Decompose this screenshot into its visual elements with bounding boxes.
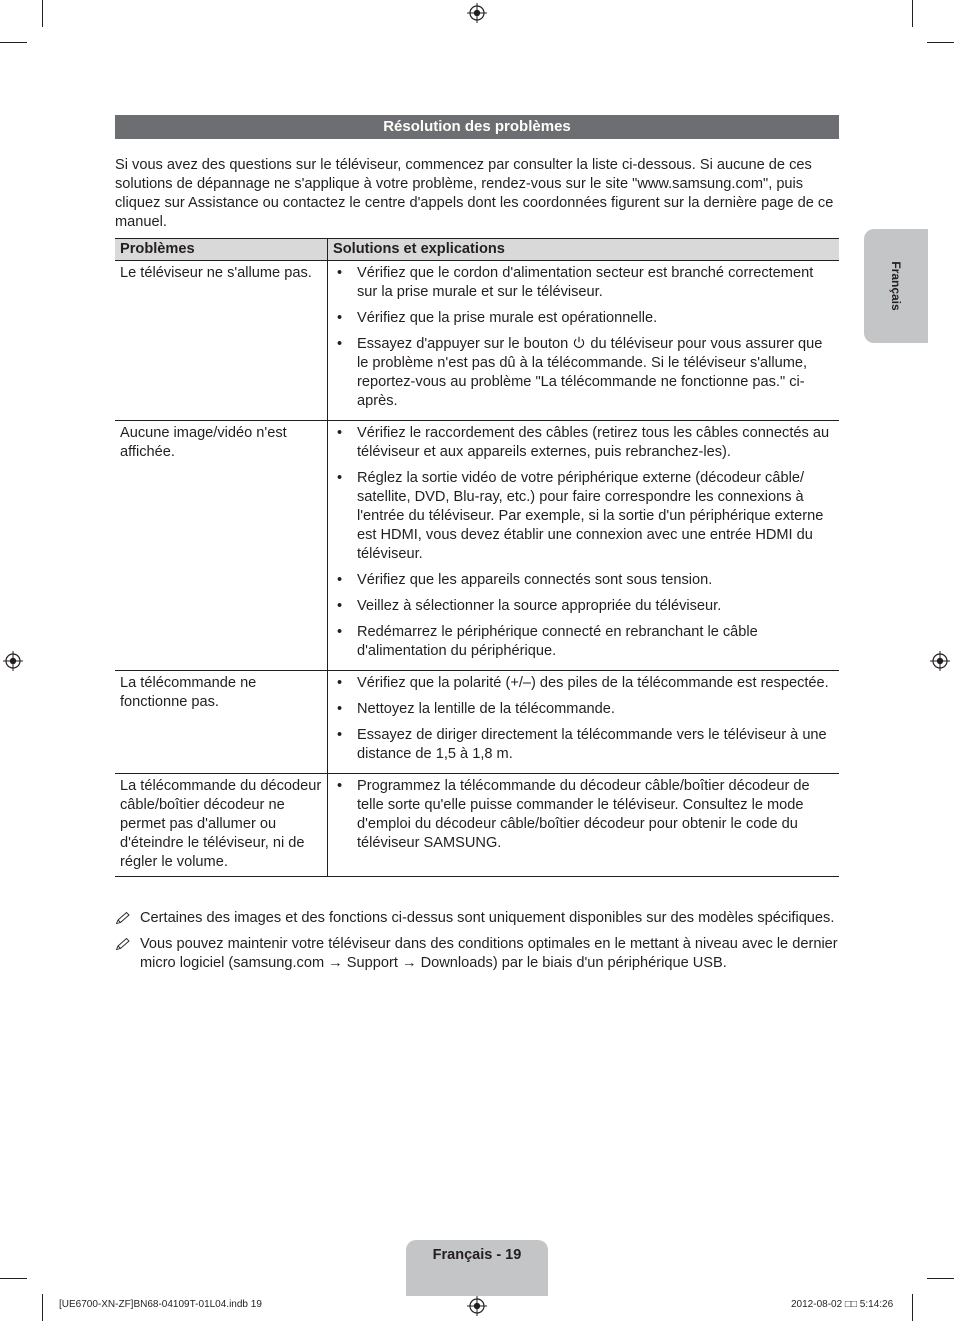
solution-list	[336, 777, 835, 853]
column-header-problems: Problèmes	[115, 239, 328, 261]
solution-item: • Programmez la télécommande du décodeur câble/boîtier décodeur de telle sorte qu'elle puisse commander le téléviseur. Consultez le mode d'emploi du décodeur câble/boîtier décodeur pour obtenir le code du téléviseur SAMSUNG.	[336, 777, 835, 853]
solutions-cell	[328, 671, 840, 774]
solution-item: • Vérifiez que le cordon d'alimentation secteur est branché correctement sur la prise murale et sur le téléviseur.	[336, 264, 835, 302]
troubleshooting-table	[115, 238, 839, 877]
section-title: Résolution des problèmes	[115, 115, 839, 139]
crop-mark	[927, 1278, 954, 1279]
problem-cell: Aucune image/vidéo n'est affichée.	[115, 421, 328, 671]
registration-mark-icon	[467, 1296, 487, 1316]
solutions-cell	[328, 261, 840, 421]
table-row	[115, 774, 839, 877]
crop-mark	[42, 1294, 43, 1321]
solution-list	[336, 264, 835, 411]
crop-mark	[42, 0, 43, 27]
note-item	[115, 935, 839, 973]
pencil-note-icon	[115, 911, 131, 925]
language-side-tab	[864, 229, 928, 343]
solution-item: • Essayez de diriger directement la télécommande vers le téléviseur à une distance de 1,5 à 1,8 m.	[336, 726, 835, 764]
column-header-solutions: Solutions et explications	[328, 239, 840, 261]
registration-mark-icon	[3, 651, 23, 671]
solutions-cell	[328, 421, 840, 671]
power-icon	[573, 336, 585, 349]
solutions-cell	[328, 774, 840, 877]
note-item	[115, 909, 839, 928]
solution-item: • Veillez à sélectionner la source appropriée du téléviseur.	[336, 597, 835, 616]
note-text: Vous pouvez maintenir votre téléviseur dans des conditions optimales en le mettant à niveau avec le dernier micro logiciel (samsung.com → Support → Downloads) par le biais d'un périphérique USB.	[140, 936, 838, 971]
solution-item: • Vérifiez que les appareils connectés sont sous tension.	[336, 571, 835, 590]
solution-item: • Vérifiez le raccordement des câbles (retirez tous les câbles connectés au téléviseur et aux appareils externes, puis rebranchez-les).	[336, 424, 835, 462]
solution-text: Essayez d'appuyer sur le bouton	[357, 336, 573, 352]
note-text: Certaines des images et des fonctions ci-dessus sont uniquement disponibles sur des modèles spécifiques.	[140, 910, 835, 926]
page-footer-tab	[406, 1240, 548, 1296]
crop-mark	[912, 1294, 913, 1321]
registration-mark-icon	[930, 651, 950, 671]
print-slug-left: [UE6700-XN-ZF]BN68-04109T-01L04.indb 19	[59, 1299, 262, 1310]
crop-mark	[912, 0, 913, 27]
notes-section	[115, 909, 839, 980]
crop-mark	[0, 42, 27, 43]
intro-paragraph: Si vous avez des questions sur le téléviseur, commencez par consulter la liste ci-dessous. Si aucune de ces solutions de dépannage ne s'applique à votre problème, rendez-vous sur le site "www.samsung.com", puis cliquez sur Assistance ou contactez le centre d'appels dont les coordonnées figurent sur la dernière page de ce manuel.	[115, 157, 834, 230]
page-number: Français - 19	[432, 1247, 522, 1263]
solution-item: • Réglez la sortie vidéo de votre périphérique externe (décodeur câble/ satellite, DVD, Blu-ray, etc.) pour faire correspondre les connexions à l'entrée du téléviseur. Par exemple, si la sortie d'un périphérique externe est HDMI, vous devez établir une connexion avec une entrée HDMI du téléviseur.	[336, 469, 835, 564]
crop-mark	[927, 42, 954, 43]
problem-cell: La télécommande ne fonctionne pas.	[115, 671, 328, 774]
table-row	[115, 671, 839, 774]
solution-list	[336, 424, 835, 661]
pencil-note-icon	[115, 937, 131, 951]
print-slug-right: 2012-08-02 □□ 5:14:26	[791, 1299, 894, 1310]
solution-item	[336, 335, 835, 411]
solution-item: • Vérifiez que la prise murale est opérationnelle.	[336, 309, 835, 328]
table-header-row	[115, 239, 839, 261]
table-row	[115, 261, 839, 421]
language-side-tab-label: Français	[889, 261, 903, 311]
solution-item: • Nettoyez la lentille de la télécommande.	[336, 700, 835, 719]
solution-text: du téléviseur pour vous assurer que le problème n'est pas dû à la télécommande. Si le téléviseur s'allume, reportez-vous au problème "La télécommande ne fonctionne pas." ci-après.	[357, 336, 823, 409]
table-row	[115, 421, 839, 671]
problem-cell: Le téléviseur ne s'allume pas.	[115, 261, 328, 421]
solution-item: • Redémarrez le périphérique connecté en rebranchant le câble d'alimentation du périphérique.	[336, 623, 835, 661]
registration-mark-icon	[467, 3, 487, 23]
solution-item: • Vérifiez que la polarité (+/–) des piles de la télécommande est respectée.	[336, 674, 835, 693]
crop-mark	[0, 1278, 27, 1279]
problem-cell: La télécommande du décodeur câble/boîtier décodeur ne permet pas d'allumer ou d'éteindre le téléviseur, ni de régler le volume.	[115, 774, 328, 877]
solution-list	[336, 674, 835, 764]
